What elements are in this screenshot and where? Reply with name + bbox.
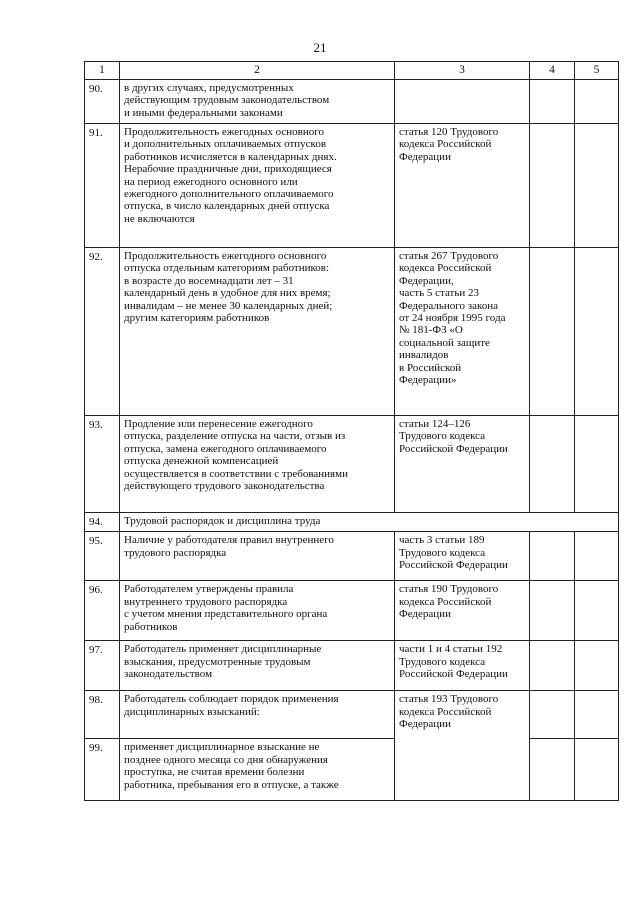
row-number: 90.	[85, 80, 120, 124]
row-text: в других случаях, предусмотренных действующим трудовым законодательством и иными федеральными законами	[120, 80, 395, 124]
table-row	[85, 80, 619, 124]
row-text: Продолжительность ежегодного основного отпуска отдельным категориям работников: в возрасте до восемнадцати лет – 31 календарный день в удобное для них время; инвалидам – не менее 30 календарных дней; другим категориям работников	[120, 248, 395, 416]
header-col-1: 1	[85, 62, 120, 80]
table-row	[85, 581, 619, 641]
row-number: 99.	[85, 739, 120, 801]
row-col-4	[530, 124, 575, 248]
row-col-4	[530, 581, 575, 641]
table-row	[85, 416, 619, 513]
row-reference: статья 190 Трудового кодекса Российской Федерации	[395, 581, 530, 641]
row-reference	[395, 80, 530, 124]
table-row	[85, 124, 619, 248]
row-text: Продление или перенесение ежегодного отпуска, разделение отпуска на части, отзыв из отпуска, замена ежегодного оплачиваемого отпуска денежной компенсацией осуществляется в соответствии с требованиями действующего трудового законодательства	[120, 416, 395, 513]
row-col-4	[530, 691, 575, 739]
row-col-4	[530, 248, 575, 416]
header-col-3: 3	[395, 62, 530, 80]
row-reference: статья 120 Трудового кодекса Российской Федерации	[395, 124, 530, 248]
row-text: Наличие у работодателя правил внутреннего трудового распорядка	[120, 532, 395, 581]
header-col-5: 5	[575, 62, 619, 80]
row-col-5	[575, 641, 619, 691]
row-text: Работодателем утверждены правила внутреннего трудового распорядка с учетом мнения представительного органа работников	[120, 581, 395, 641]
row-number: 93.	[85, 416, 120, 513]
row-col-4	[530, 532, 575, 581]
table-row	[85, 691, 619, 739]
row-reference: статья 193 Трудового кодекса Российской Федерации	[395, 691, 530, 801]
row-col-5	[575, 124, 619, 248]
requirements-table	[84, 61, 619, 801]
row-col-4	[530, 416, 575, 513]
row-col-5	[575, 691, 619, 739]
row-col-4	[530, 641, 575, 691]
row-col-4	[530, 80, 575, 124]
row-number: 97.	[85, 641, 120, 691]
row-col-5	[575, 80, 619, 124]
row-reference: часть 3 статьи 189 Трудового кодекса Российской Федерации	[395, 532, 530, 581]
page-number: 21	[313, 40, 327, 55]
row-reference: статьи 124–126 Трудового кодекса Российской Федерации	[395, 416, 530, 513]
row-text: применяет дисциплинарное взыскание не позднее одного месяца со дня обнаружения проступка, не считая времени болезни работника, пребывания его в отпуске, а также	[120, 739, 395, 801]
table-row	[85, 641, 619, 691]
section-title: Трудовой распорядок и дисциплина труда	[120, 513, 619, 532]
row-text: Продолжительность ежегодных основного и дополнительных оплачиваемых отпусков работников исчисляется в календарных днях. Нерабочие праздничные дни, приходящиеся на период ежегодного основного или ежегодного дополнительного оплачиваемого отпуска, в число календарных дней отпуска не включаются	[120, 124, 395, 248]
row-col-5	[575, 581, 619, 641]
row-number: 91.	[85, 124, 120, 248]
table-row	[85, 248, 619, 416]
row-col-5	[575, 248, 619, 416]
row-text: Работодатель соблюдает порядок применения дисциплинарных взысканий:	[120, 691, 395, 739]
row-number: 98.	[85, 691, 120, 739]
table-row	[85, 532, 619, 581]
row-number: 94.	[85, 513, 120, 532]
row-col-5	[575, 739, 619, 801]
table-row	[85, 739, 619, 801]
row-number: 95.	[85, 532, 120, 581]
row-col-5	[575, 532, 619, 581]
section-row	[85, 513, 619, 532]
row-reference: статья 267 Трудового кодекса Российской Федерации, часть 5 статьи 23 Федерального закона от 24 ноября 1995 года № 181-ФЗ «О социальной защите инвалидов в Российской Федерации»	[395, 248, 530, 416]
row-col-5	[575, 416, 619, 513]
row-text: Работодатель применяет дисциплинарные взыскания, предусмотренные трудовым законодательством	[120, 641, 395, 691]
row-number: 92.	[85, 248, 120, 416]
row-reference: части 1 и 4 статьи 192 Трудового кодекса Российской Федерации	[395, 641, 530, 691]
row-number: 96.	[85, 581, 120, 641]
row-col-4	[530, 739, 575, 801]
header-col-2: 2	[120, 62, 395, 80]
header-col-4: 4	[530, 62, 575, 80]
table-header-row	[85, 62, 619, 80]
